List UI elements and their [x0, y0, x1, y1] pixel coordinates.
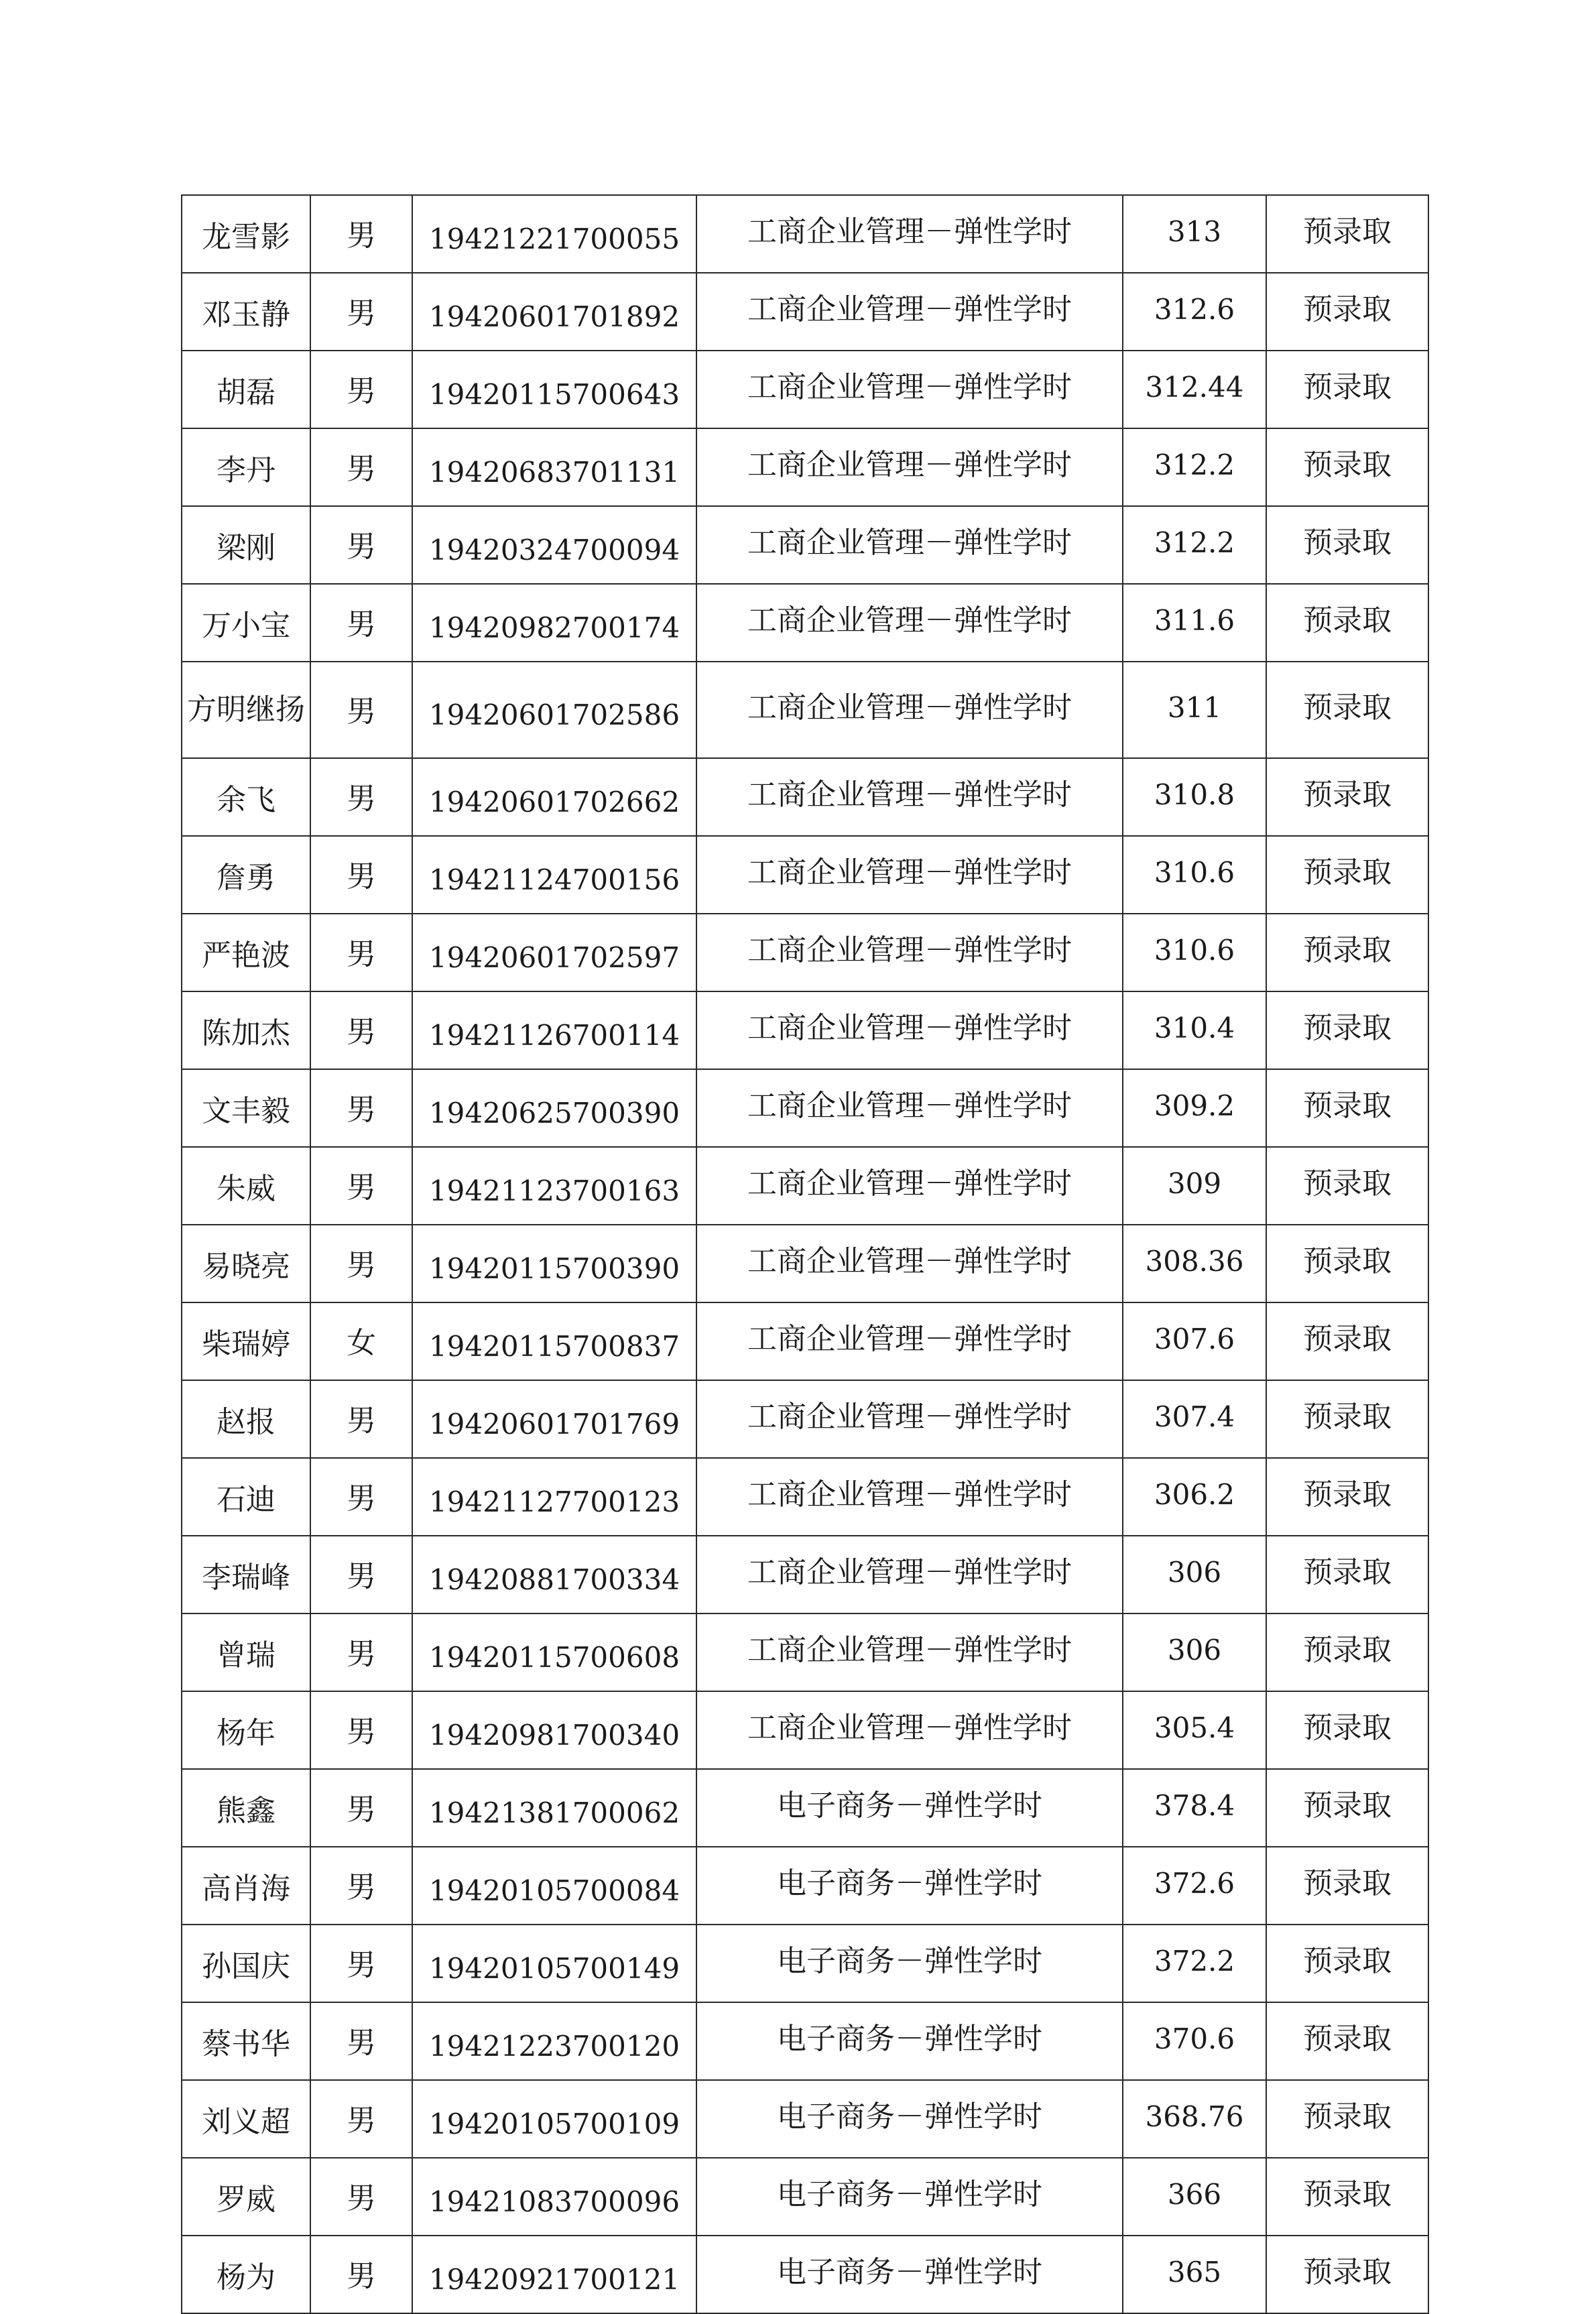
- name-cell: 詹勇: [182, 836, 310, 914]
- status-cell: 预录取: [1266, 1925, 1428, 2002]
- exam-id-cell: 19420105700149: [412, 1925, 696, 2002]
- table-row: [182, 1458, 1428, 1536]
- name-cell: 万小宝: [182, 584, 310, 662]
- major-cell: 电子商务－弹性学时: [696, 2236, 1123, 2313]
- score-cell: 372.6: [1123, 1847, 1266, 1925]
- score-cell: 372.2: [1123, 1925, 1266, 2002]
- major-cell: 工商企业管理－弹性学时: [696, 1380, 1123, 1458]
- table-row: [182, 1847, 1428, 1925]
- table-row: [182, 195, 1428, 273]
- name-cell: 罗威: [182, 2158, 310, 2236]
- status-cell: 预录取: [1266, 914, 1428, 991]
- exam-id-cell: 19420625700390: [412, 1069, 696, 1147]
- table-row: [182, 2158, 1428, 2236]
- major-cell: 工商企业管理－弹性学时: [696, 1458, 1123, 1536]
- status-cell: 预录取: [1266, 1069, 1428, 1147]
- major-cell: 电子商务－弹性学时: [696, 2158, 1123, 2236]
- name-cell: 孙国庆: [182, 1925, 310, 2002]
- status-cell: 预录取: [1266, 1536, 1428, 1613]
- status-cell: 预录取: [1266, 836, 1428, 914]
- name-cell: 陈加杰: [182, 991, 310, 1069]
- score-cell: 306.2: [1123, 1458, 1266, 1536]
- gender-cell: 男: [310, 273, 412, 351]
- status-cell: 预录取: [1266, 662, 1428, 758]
- table-row: [182, 1225, 1428, 1302]
- score-cell: 312.44: [1123, 351, 1266, 428]
- gender-cell: 男: [310, 351, 412, 428]
- exam-id-cell: 19420881700334: [412, 1536, 696, 1613]
- name-cell: 熊鑫: [182, 1769, 310, 1847]
- exam-id-cell: 19420115700643: [412, 351, 696, 428]
- major-cell: 工商企业管理－弹性学时: [696, 584, 1123, 662]
- name-cell: 余飞: [182, 758, 310, 836]
- major-cell: 工商企业管理－弹性学时: [696, 1069, 1123, 1147]
- gender-cell: 男: [310, 2002, 412, 2080]
- name-cell: 杨为: [182, 2236, 310, 2313]
- exam-id-cell: 19420921700121: [412, 2236, 696, 2313]
- exam-id-cell: 19421124700156: [412, 836, 696, 914]
- score-cell: 310.4: [1123, 991, 1266, 1069]
- name-cell: 刘义超: [182, 2080, 310, 2158]
- status-cell: 预录取: [1266, 584, 1428, 662]
- name-cell: 邓玉静: [182, 273, 310, 351]
- exam-id-cell: 19420115700608: [412, 1613, 696, 1691]
- gender-cell: 男: [310, 195, 412, 273]
- gender-cell: 男: [310, 1925, 412, 2002]
- major-cell: 电子商务－弹性学时: [696, 1925, 1123, 2002]
- table-row: [182, 351, 1428, 428]
- gender-cell: 男: [310, 506, 412, 584]
- score-cell: 312.2: [1123, 428, 1266, 506]
- gender-cell: 男: [310, 428, 412, 506]
- gender-cell: 男: [310, 2080, 412, 2158]
- score-cell: 305.4: [1123, 1691, 1266, 1769]
- status-cell: 预录取: [1266, 273, 1428, 351]
- exam-id-cell: 19421223700120: [412, 2002, 696, 2080]
- name-cell: 李丹: [182, 428, 310, 506]
- gender-cell: 男: [310, 836, 412, 914]
- score-cell: 312.2: [1123, 506, 1266, 584]
- major-cell: 工商企业管理－弹性学时: [696, 991, 1123, 1069]
- name-cell: 方明继扬: [182, 662, 310, 758]
- exam-id-cell: 19421123700163: [412, 1147, 696, 1225]
- exam-id-cell: 19421083700096: [412, 2158, 696, 2236]
- status-cell: 预录取: [1266, 1769, 1428, 1847]
- status-cell: 预录取: [1266, 991, 1428, 1069]
- score-cell: 310.8: [1123, 758, 1266, 836]
- major-cell: 电子商务－弹性学时: [696, 1769, 1123, 1847]
- table-row: [182, 662, 1428, 758]
- score-cell: 310.6: [1123, 836, 1266, 914]
- exam-id-cell: 19420601702597: [412, 914, 696, 991]
- status-cell: 预录取: [1266, 428, 1428, 506]
- exam-id-cell: 19420601702662: [412, 758, 696, 836]
- table-row: [182, 273, 1428, 351]
- exam-id-cell: 19420324700094: [412, 506, 696, 584]
- exam-id-cell: 19421127700123: [412, 1458, 696, 1536]
- name-cell: 严艳波: [182, 914, 310, 991]
- exam-id-cell: 19420115700390: [412, 1225, 696, 1302]
- gender-cell: 男: [310, 991, 412, 1069]
- table-row: [182, 1069, 1428, 1147]
- gender-cell: 男: [310, 1847, 412, 1925]
- score-cell: 365: [1123, 2236, 1266, 2313]
- gender-cell: 男: [310, 1613, 412, 1691]
- name-cell: 文丰毅: [182, 1069, 310, 1147]
- status-cell: 预录取: [1266, 1613, 1428, 1691]
- table-row: [182, 836, 1428, 914]
- table-row: [182, 991, 1428, 1069]
- major-cell: 电子商务－弹性学时: [696, 2002, 1123, 2080]
- gender-cell: 男: [310, 1147, 412, 1225]
- status-cell: 预录取: [1266, 2080, 1428, 2158]
- status-cell: 预录取: [1266, 1380, 1428, 1458]
- gender-cell: 男: [310, 1691, 412, 1769]
- status-cell: 预录取: [1266, 758, 1428, 836]
- name-cell: 梁刚: [182, 506, 310, 584]
- exam-id-cell: 19420601702586: [412, 662, 696, 758]
- major-cell: 工商企业管理－弹性学时: [696, 506, 1123, 584]
- status-cell: 预录取: [1266, 195, 1428, 273]
- exam-id-cell: 19420982700174: [412, 584, 696, 662]
- status-cell: 预录取: [1266, 1691, 1428, 1769]
- status-cell: 预录取: [1266, 1847, 1428, 1925]
- exam-id-cell: 19420105700084: [412, 1847, 696, 1925]
- name-cell: 易晓亮: [182, 1225, 310, 1302]
- name-cell: 柴瑞婷: [182, 1302, 310, 1380]
- name-cell: 胡磊: [182, 351, 310, 428]
- exam-id-cell: 19421221700055: [412, 195, 696, 273]
- status-cell: 预录取: [1266, 1147, 1428, 1225]
- table-row: [182, 1925, 1428, 2002]
- table-row: [182, 1691, 1428, 1769]
- gender-cell: 男: [310, 1380, 412, 1458]
- gender-cell: 男: [310, 2158, 412, 2236]
- exam-id-cell: 19420601701769: [412, 1380, 696, 1458]
- table-row: [182, 758, 1428, 836]
- table-row: [182, 2002, 1428, 2080]
- status-cell: 预录取: [1266, 2158, 1428, 2236]
- status-cell: 预录取: [1266, 1302, 1428, 1380]
- status-cell: 预录取: [1266, 1225, 1428, 1302]
- score-cell: 366: [1123, 2158, 1266, 2236]
- score-cell: 310.6: [1123, 914, 1266, 991]
- gender-cell: 男: [310, 662, 412, 758]
- status-cell: 预录取: [1266, 2236, 1428, 2313]
- table-row: [182, 1302, 1428, 1380]
- major-cell: 工商企业管理－弹性学时: [696, 758, 1123, 836]
- status-cell: 预录取: [1266, 1458, 1428, 1536]
- major-cell: 工商企业管理－弹性学时: [696, 273, 1123, 351]
- score-cell: 307.4: [1123, 1380, 1266, 1458]
- gender-cell: 男: [310, 1536, 412, 1613]
- gender-cell: 男: [310, 914, 412, 991]
- score-cell: 312.6: [1123, 273, 1266, 351]
- name-cell: 石迪: [182, 1458, 310, 1536]
- gender-cell: 男: [310, 758, 412, 836]
- name-cell: 赵报: [182, 1380, 310, 1458]
- admission-table: [181, 194, 1429, 2314]
- name-cell: 高肖海: [182, 1847, 310, 1925]
- name-cell: 曾瑞: [182, 1613, 310, 1691]
- major-cell: 工商企业管理－弹性学时: [696, 662, 1123, 758]
- score-cell: 308.36: [1123, 1225, 1266, 1302]
- score-cell: 311.6: [1123, 584, 1266, 662]
- gender-cell: 男: [310, 584, 412, 662]
- table-row: [182, 1147, 1428, 1225]
- table-row: [182, 428, 1428, 506]
- table-row: [182, 914, 1428, 991]
- table-body: [182, 195, 1428, 2313]
- major-cell: 工商企业管理－弹性学时: [696, 836, 1123, 914]
- table-row: [182, 1769, 1428, 1847]
- gender-cell: 男: [310, 1069, 412, 1147]
- exam-id-cell: 19420683701131: [412, 428, 696, 506]
- score-cell: 306: [1123, 1613, 1266, 1691]
- status-cell: 预录取: [1266, 351, 1428, 428]
- exam-id-cell: 19421381700062: [412, 1769, 696, 1847]
- score-cell: 311: [1123, 662, 1266, 758]
- score-cell: 313: [1123, 195, 1266, 273]
- exam-id-cell: 19420115700837: [412, 1302, 696, 1380]
- table-row: [182, 1536, 1428, 1613]
- major-cell: 工商企业管理－弹性学时: [696, 1691, 1123, 1769]
- exam-id-cell: 19421126700114: [412, 991, 696, 1069]
- score-cell: 368.76: [1123, 2080, 1266, 2158]
- major-cell: 工商企业管理－弹性学时: [696, 1302, 1123, 1380]
- table-row: [182, 506, 1428, 584]
- exam-id-cell: 19420981700340: [412, 1691, 696, 1769]
- score-cell: 370.6: [1123, 2002, 1266, 2080]
- score-cell: 306: [1123, 1536, 1266, 1613]
- score-cell: 378.4: [1123, 1769, 1266, 1847]
- major-cell: 工商企业管理－弹性学时: [696, 428, 1123, 506]
- table-row: [182, 1613, 1428, 1691]
- major-cell: 工商企业管理－弹性学时: [696, 1536, 1123, 1613]
- table-row: [182, 2236, 1428, 2313]
- major-cell: 工商企业管理－弹性学时: [696, 1147, 1123, 1225]
- major-cell: 电子商务－弹性学时: [696, 2080, 1123, 2158]
- major-cell: 工商企业管理－弹性学时: [696, 351, 1123, 428]
- status-cell: 预录取: [1266, 2002, 1428, 2080]
- score-cell: 309: [1123, 1147, 1266, 1225]
- major-cell: 电子商务－弹性学时: [696, 1847, 1123, 1925]
- major-cell: 工商企业管理－弹性学时: [696, 1613, 1123, 1691]
- name-cell: 朱威: [182, 1147, 310, 1225]
- gender-cell: 男: [310, 1458, 412, 1536]
- gender-cell: 男: [310, 2236, 412, 2313]
- exam-id-cell: 19420601701892: [412, 273, 696, 351]
- exam-id-cell: 19420105700109: [412, 2080, 696, 2158]
- name-cell: 龙雪影: [182, 195, 310, 273]
- table-row: [182, 584, 1428, 662]
- table-row: [182, 1380, 1428, 1458]
- score-cell: 309.2: [1123, 1069, 1266, 1147]
- major-cell: 工商企业管理－弹性学时: [696, 1225, 1123, 1302]
- gender-cell: 女: [310, 1302, 412, 1380]
- gender-cell: 男: [310, 1225, 412, 1302]
- table-row: [182, 2080, 1428, 2158]
- name-cell: 蔡书华: [182, 2002, 310, 2080]
- score-cell: 307.6: [1123, 1302, 1266, 1380]
- major-cell: 工商企业管理－弹性学时: [696, 195, 1123, 273]
- name-cell: 杨年: [182, 1691, 310, 1769]
- name-cell: 李瑞峰: [182, 1536, 310, 1613]
- gender-cell: 男: [310, 1769, 412, 1847]
- major-cell: 工商企业管理－弹性学时: [696, 914, 1123, 991]
- status-cell: 预录取: [1266, 506, 1428, 584]
